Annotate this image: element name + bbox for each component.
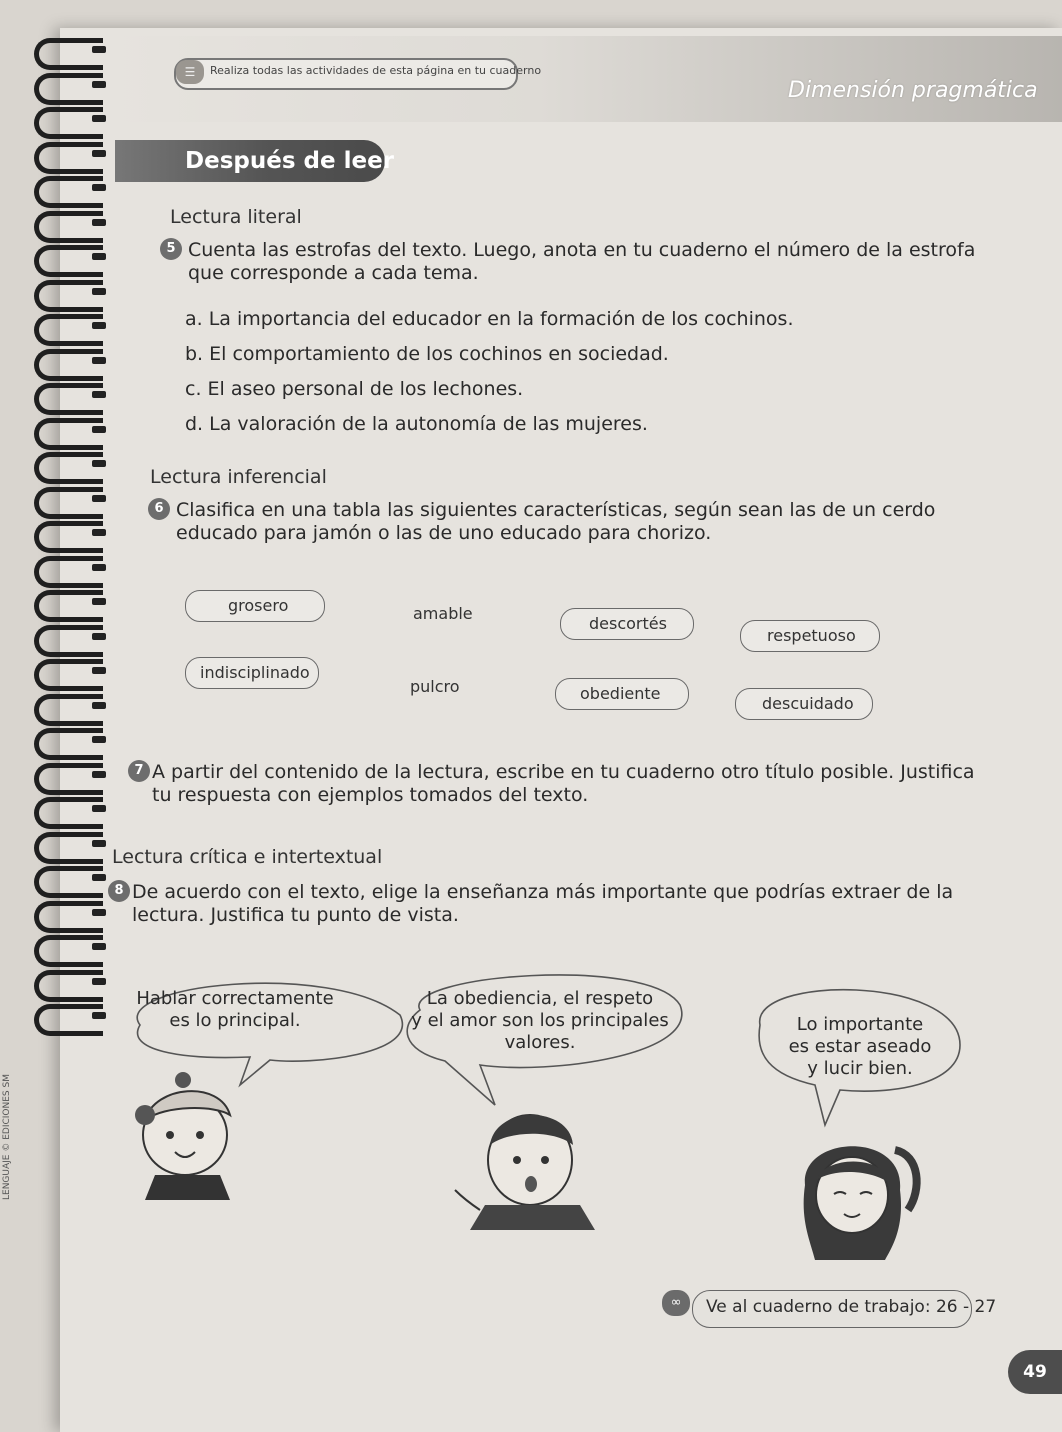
question-5-text: Cuenta las estrofas del texto. Luego, anota en tu cuaderno el número de la estrofa que corresponde a cada tema. — [188, 239, 976, 284]
word-box-indisciplinado — [185, 657, 319, 689]
spiral-hole — [92, 598, 106, 605]
word-pulcro: pulcro — [410, 677, 460, 696]
word-respetuoso: respetuoso — [767, 626, 856, 645]
critical-heading: Lectura crítica e intertextual — [112, 846, 383, 868]
spiral-ring — [34, 970, 103, 1002]
q5-item-d: d. La valoración de la autonomía de las mujeres. — [185, 413, 648, 435]
spiral-hole — [92, 357, 106, 364]
spiral-hole — [92, 564, 106, 571]
q5-item-c: c. El aseo personal de los lechones. — [185, 378, 524, 400]
question-6-badge: 6 — [148, 498, 170, 520]
word-grosero: grosero — [228, 596, 289, 615]
spiral-hole — [92, 874, 106, 881]
spiral-ring — [34, 590, 103, 622]
spiral-ring — [34, 935, 103, 967]
word-descuidado: descuidado — [762, 694, 854, 713]
spiral-ring — [34, 142, 103, 174]
spiral-binding — [0, 28, 120, 1348]
spiral-ring — [34, 797, 103, 829]
question-8-badge: 8 — [108, 880, 130, 902]
spiral-hole — [92, 150, 106, 157]
bubble-3-line-1: Lo importante — [796, 1014, 924, 1035]
spiral-hole — [92, 529, 106, 536]
word-box-respetuoso — [740, 620, 880, 652]
spiral-ring — [34, 625, 103, 657]
question-6-text: Clasifica en una tabla las siguientes características, según sean las de un cerdo educado para jamón o las de uno educado para chorizo. — [176, 499, 936, 544]
spiral-hole — [92, 115, 106, 122]
q5-item-a: a. La importancia del educador en la formación de los cochinos. — [185, 308, 794, 330]
spiral-hole — [92, 943, 106, 950]
spiral-hole — [92, 253, 106, 260]
bubble-3-line-2: es estar aseado — [788, 1036, 932, 1057]
word-descortes: descortés — [589, 614, 667, 633]
spiral-ring — [34, 211, 103, 243]
character-boy-center-illustration — [445, 1100, 625, 1230]
spiral-hole — [92, 288, 106, 295]
spiral-ring — [34, 832, 103, 864]
spiral-hole — [92, 633, 106, 640]
spiral-ring — [34, 728, 103, 760]
spiral-ring — [34, 280, 103, 312]
word-indisciplinado: indisciplinado — [200, 663, 310, 682]
spiral-ring — [34, 314, 103, 346]
spiral-hole — [92, 81, 106, 88]
spiral-ring — [34, 521, 103, 553]
spiral-ring — [34, 73, 103, 105]
spiral-hole — [92, 736, 106, 743]
bubble-1-line-2: es lo principal. — [169, 1010, 301, 1031]
spiral-ring — [34, 901, 103, 933]
bubble-2-line-2: y el amor son los principales — [411, 1010, 669, 1031]
question-7-text: A partir del contenido de la lectura, escribe en tu cuaderno otro título posible. Justifica tu respuesta con ejemplos tomados del texto. — [152, 761, 975, 806]
spiral-hole — [92, 391, 106, 398]
word-box-obediente — [555, 678, 689, 710]
spiral-hole — [92, 460, 106, 467]
spiral-ring — [34, 694, 103, 726]
spiral-hole — [92, 771, 106, 778]
word-box-grosero — [185, 590, 325, 622]
spiral-hole — [92, 840, 106, 847]
word-box-descortes — [560, 608, 694, 640]
spiral-ring — [34, 418, 103, 450]
spiral-ring — [34, 866, 103, 898]
spiral-ring — [34, 452, 103, 484]
spiral-hole — [92, 495, 106, 502]
spiral-ring — [34, 383, 103, 415]
dimension-title: Dimensión pragmática — [788, 78, 1038, 103]
spiral-ring — [34, 763, 103, 795]
bubble-3-line-3: y lucir bien. — [807, 1058, 913, 1079]
q5-item-b: b. El comportamiento de los cochinos en sociedad. — [185, 343, 669, 365]
side-credit: LENGUAJE © EDICIONES SM — [2, 1074, 12, 1200]
workbook-reference: Ve al cuaderno de trabajo: 26 - 27 — [706, 1297, 997, 1317]
spiral-hole — [92, 805, 106, 812]
spiral-hole — [92, 909, 106, 916]
spiral-ring — [34, 349, 103, 381]
spiral-hole — [92, 426, 106, 433]
bubble-2-line-3: valores. — [504, 1032, 576, 1053]
speech-bubble-1 — [120, 988, 350, 1032]
bubble-2-line-1: La obediencia, el respeto — [426, 988, 654, 1009]
spiral-hole — [92, 46, 106, 53]
question-8-text: De acuerdo con el texto, elige la enseñanza más importante que podrías extraer de la lectura. Justifica tu punto de vista. — [132, 881, 954, 926]
spiral-ring — [34, 38, 103, 70]
bubble-1-line-1: Hablar correctamente — [136, 988, 334, 1009]
spiral-hole — [92, 322, 106, 329]
spiral-hole — [92, 702, 106, 709]
header-instruction: Realiza todas las actividades de esta página en tu cuaderno — [210, 64, 542, 77]
spiral-ring — [34, 487, 103, 519]
word-obediente: obediente — [580, 684, 661, 703]
question-5-badge: 5 — [160, 238, 182, 260]
spiral-ring — [34, 556, 103, 588]
page-number: 49 — [1008, 1350, 1062, 1394]
spiral-ring — [34, 245, 103, 277]
character-girl-right-illustration — [790, 1120, 930, 1260]
word-box-descuidado — [735, 688, 873, 720]
notebook-icon: ☰ — [176, 60, 204, 84]
word-amable: amable — [413, 604, 473, 623]
spiral-hole — [92, 219, 106, 226]
spiral-ring — [34, 659, 103, 691]
spiral-ring — [34, 176, 103, 208]
workbook-link-icon: ∞ — [662, 1290, 690, 1316]
spiral-hole — [92, 667, 106, 674]
spiral-ring — [34, 107, 103, 139]
spiral-ring — [34, 1004, 103, 1036]
literal-heading: Lectura literal — [170, 206, 302, 228]
section-title: Después de leer — [185, 148, 395, 174]
speech-bubble-3 — [770, 1014, 950, 1080]
character-girl-left-illustration — [125, 1070, 255, 1200]
inferential-heading: Lectura inferencial — [150, 466, 327, 488]
spiral-hole — [92, 184, 106, 191]
question-7-badge: 7 — [128, 760, 150, 782]
speech-bubble-2 — [400, 988, 680, 1054]
